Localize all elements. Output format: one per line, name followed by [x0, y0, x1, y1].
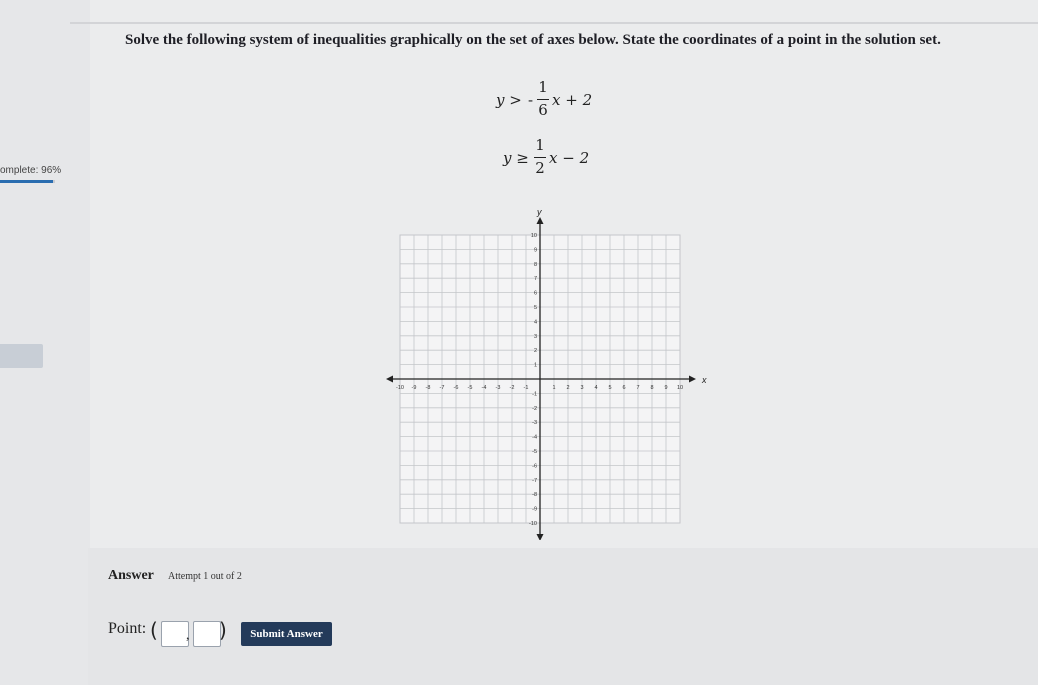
y-axis-arrow-up — [537, 217, 544, 224]
x-tick-label: -3 — [495, 385, 501, 391]
x-tick-label: 1 — [552, 385, 556, 391]
y-tick-label: -1 — [532, 391, 537, 398]
x-tick-label: -7 — [439, 385, 445, 391]
inequality-1-rest: x + 2 — [552, 91, 593, 109]
x-tick-label: 2 — [566, 385, 570, 391]
inequality-1-numerator: 1 — [538, 78, 548, 96]
y-tick-label: -2 — [532, 405, 537, 412]
answer-panel — [88, 548, 1038, 685]
submit-answer-button[interactable]: Submit Answer — [241, 622, 332, 646]
inequality-2-numerator: 1 — [535, 136, 545, 154]
y-tick-label: -7 — [532, 477, 537, 484]
point-y-input[interactable] — [193, 621, 221, 647]
inequality-2 — [503, 136, 613, 180]
graph-canvas[interactable] — [385, 210, 710, 540]
y-axis-arrow-down — [537, 534, 544, 540]
inequality-1-lhs: y > — [496, 91, 522, 109]
x-tick-label: 5 — [608, 385, 612, 391]
x-axis-arrow-right — [689, 376, 696, 383]
y-tick-label: 2 — [533, 348, 537, 355]
inequality-1-fraction-bar — [537, 99, 549, 100]
x-tick-label: -10 — [396, 385, 404, 391]
x-tick-label: -6 — [453, 385, 459, 391]
comma-separator: , — [186, 628, 190, 643]
progress-label: omplete: 96% — [0, 165, 62, 176]
x-axis-label: x — [702, 375, 707, 385]
x-tick-label: -9 — [411, 385, 417, 391]
open-paren: ( — [150, 618, 158, 642]
y-tick-label: -10 — [529, 521, 537, 527]
x-tick-label: -2 — [509, 385, 515, 391]
y-tick-label: -6 — [532, 463, 537, 470]
inequality-1-sign: - — [528, 91, 534, 109]
x-tick-label: -8 — [425, 385, 431, 391]
inequality-2-fraction-bar — [534, 157, 546, 158]
y-tick-label: 5 — [533, 305, 537, 311]
question-text: Solve the following system of inequalities graphically on the set of axes below. State the coordinates of a point in the solution set. — [125, 32, 941, 48]
y-tick-label: 8 — [533, 261, 537, 268]
coordinate-grid[interactable] — [385, 210, 710, 540]
x-tick-label: 8 — [650, 385, 654, 391]
inequality-1 — [496, 78, 616, 122]
x-tick-label: 4 — [594, 385, 598, 391]
y-tick-label: 3 — [533, 333, 537, 340]
x-tick-label: 10 — [676, 385, 684, 391]
y-tick-label: -9 — [532, 506, 537, 513]
progress-bar — [0, 180, 55, 183]
attempt-counter: Attempt 1 out of 2 — [168, 571, 242, 582]
y-tick-label: -3 — [532, 420, 537, 427]
x-tick-label: 7 — [636, 385, 640, 391]
progress-bar-fill — [0, 180, 53, 183]
x-tick-label: -4 — [481, 385, 487, 391]
y-tick-label: 1 — [533, 362, 537, 369]
left-sidebar — [0, 0, 90, 685]
x-axis-arrow-left — [386, 376, 393, 383]
x-tick-label: 6 — [622, 385, 626, 391]
point-x-input[interactable] — [161, 621, 189, 647]
y-tick-label: 6 — [533, 290, 537, 297]
x-tick-label: 3 — [580, 385, 584, 391]
inequality-1-denominator: 6 — [538, 101, 548, 119]
y-tick-label: 9 — [533, 247, 537, 254]
inequality-2-rest: x − 2 — [549, 149, 590, 167]
point-label: Point: — [108, 620, 147, 637]
x-tick-label: -5 — [467, 385, 473, 391]
inequality-2-lhs: y ≥ — [503, 149, 529, 167]
y-tick-label: -5 — [532, 449, 537, 455]
header-divider — [70, 22, 1038, 24]
sidebar-button[interactable] — [0, 344, 43, 368]
y-tick-label: -4 — [532, 434, 537, 441]
answer-heading: Answer — [108, 568, 154, 583]
y-axis-label: y — [537, 210, 542, 217]
x-tick-label: -1 — [523, 385, 529, 391]
x-tick-label: 9 — [664, 385, 668, 391]
y-tick-label: 4 — [533, 319, 537, 326]
inequality-2-denominator: 2 — [535, 159, 545, 177]
y-tick-label: 10 — [530, 233, 537, 239]
y-tick-label: -8 — [532, 492, 537, 499]
y-tick-label: 7 — [533, 276, 537, 283]
close-paren: ) — [219, 618, 227, 642]
